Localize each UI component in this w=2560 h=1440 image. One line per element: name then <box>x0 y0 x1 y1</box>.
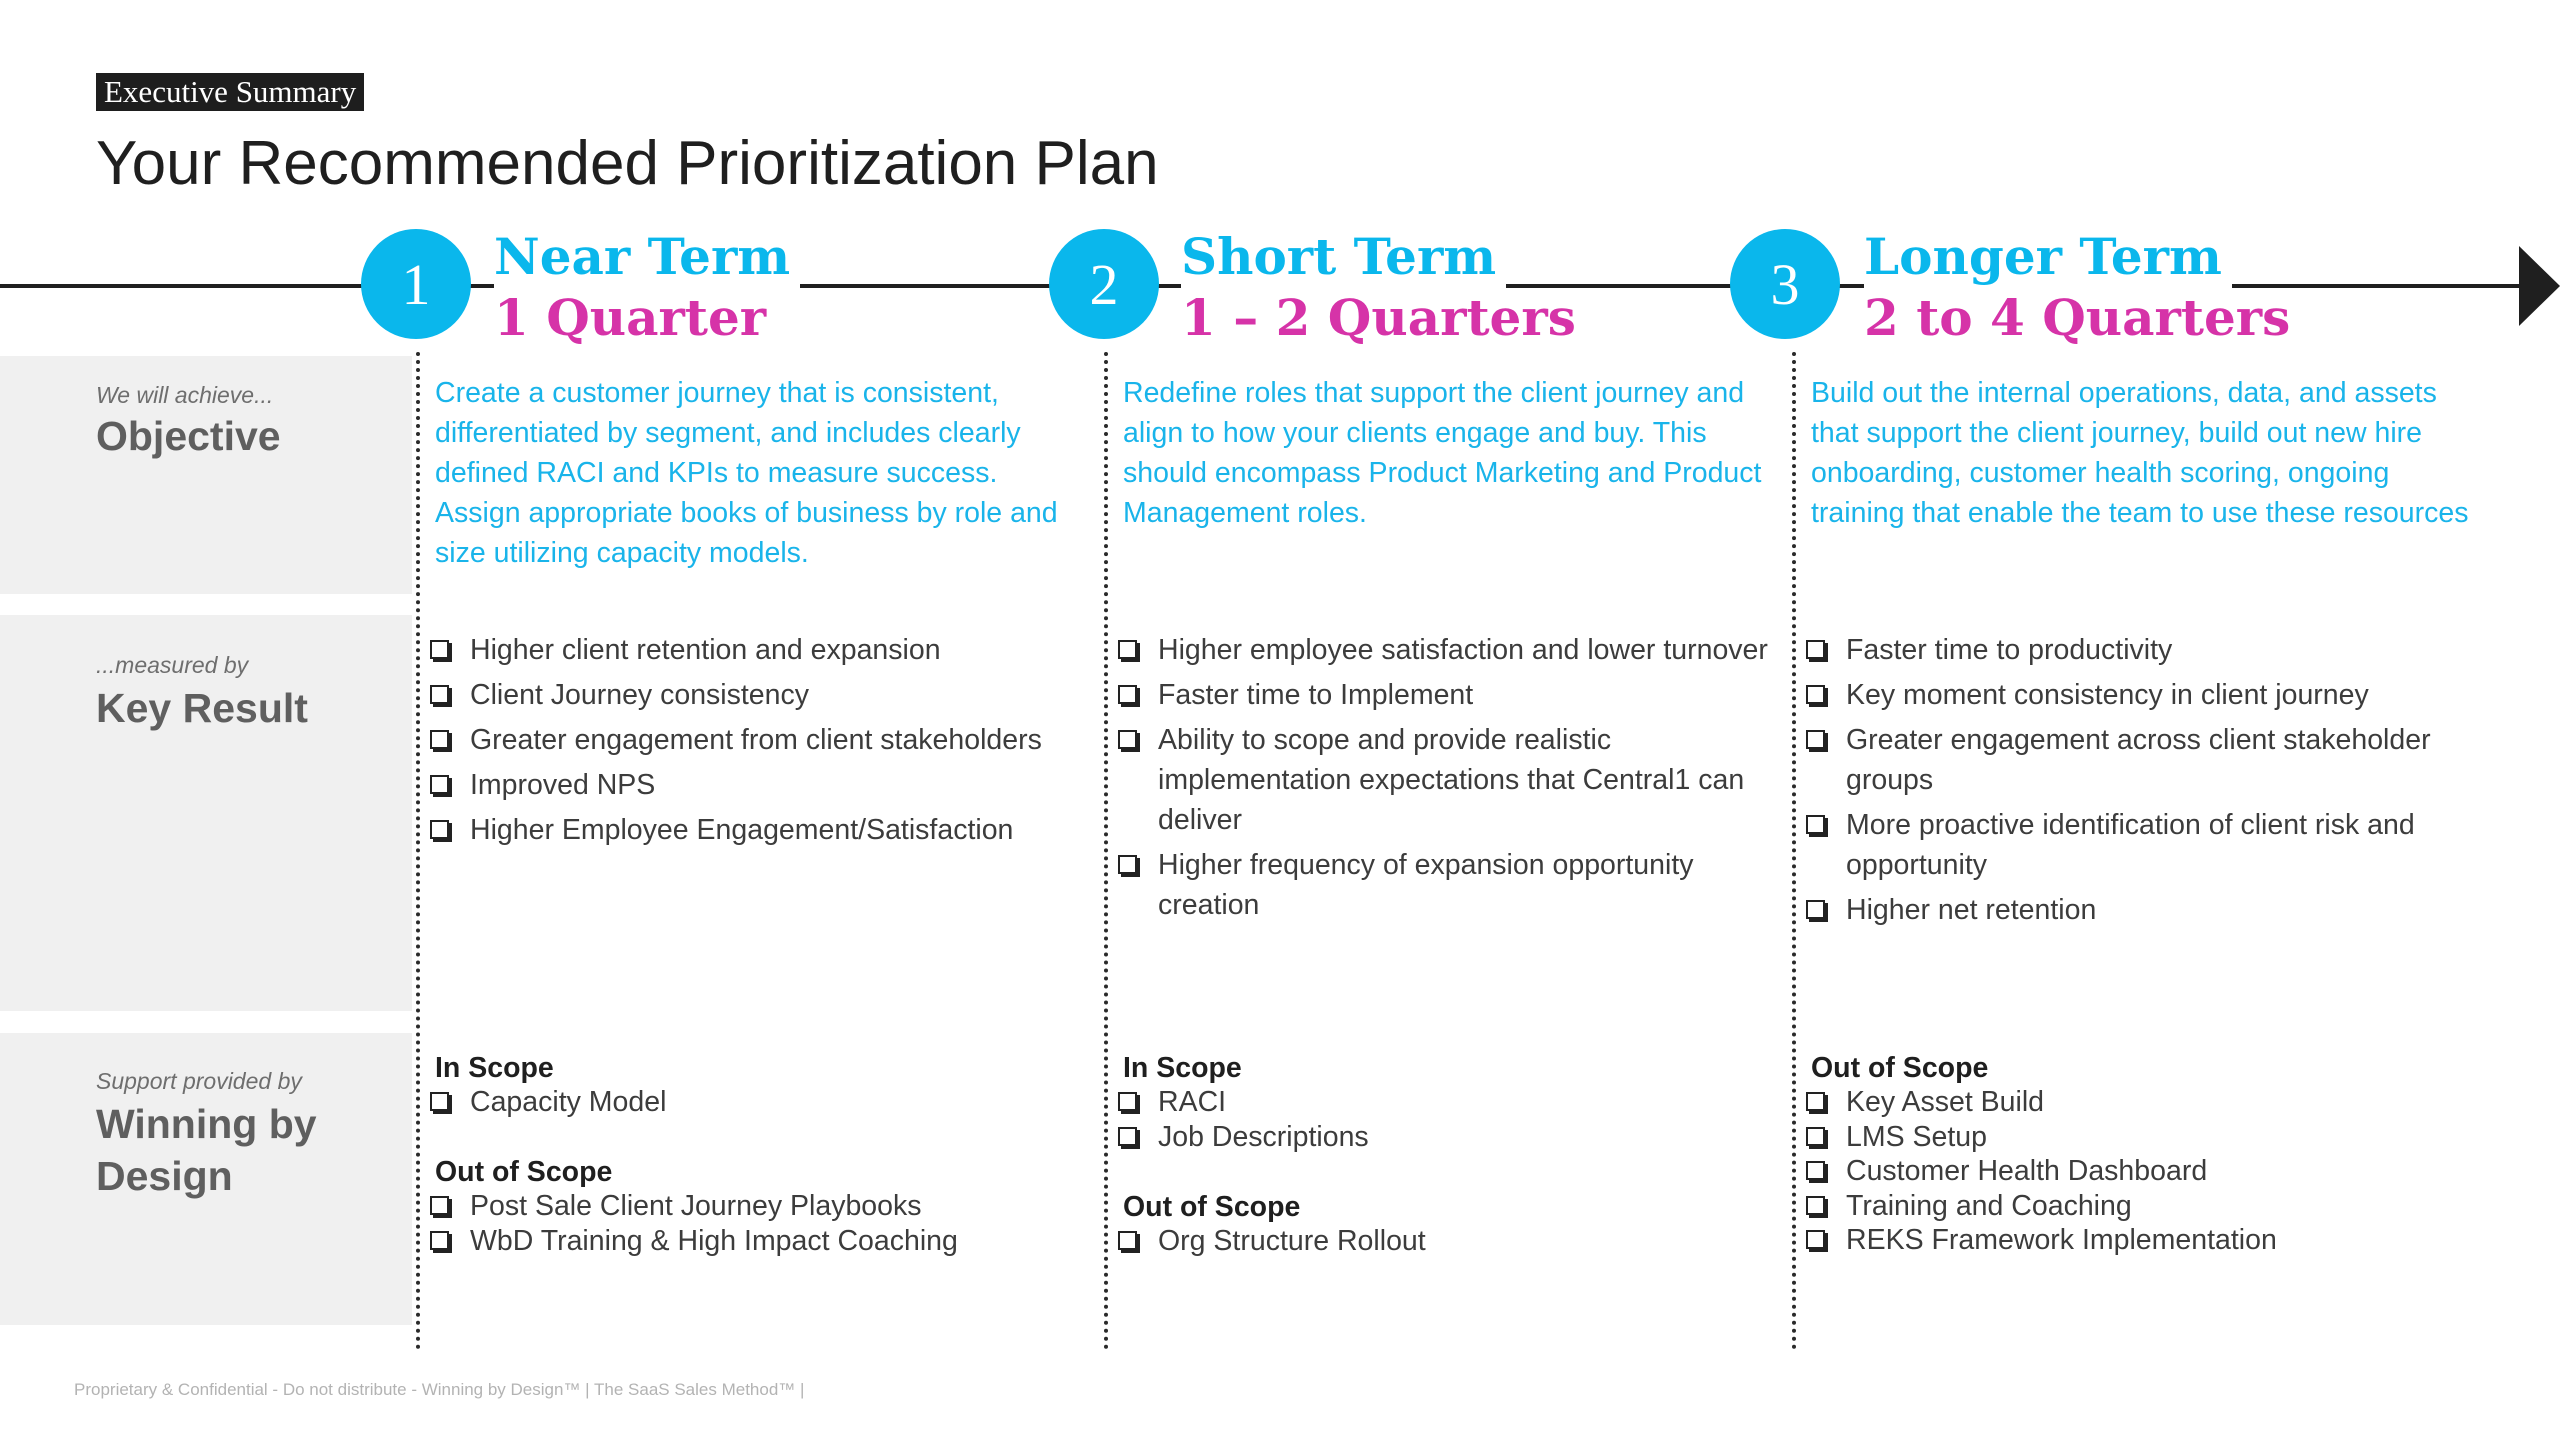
scope-heading: In Scope <box>1123 1052 1242 1084</box>
checkbox-icon <box>1118 1231 1137 1250</box>
checkbox-icon <box>1806 1092 1825 1111</box>
row-kicker-objective: We will achieve... <box>96 382 274 408</box>
footer-text: Proprietary & Confidential - Do not distribute - Winning by Design™ | The SaaS Sales Method™ | <box>74 1380 805 1399</box>
scope-item: RACI <box>1116 1085 1766 1120</box>
checkbox-icon <box>1806 815 1825 834</box>
checkbox-icon <box>430 1196 449 1215</box>
row-label-key-result: Key Result <box>96 685 308 731</box>
row-kicker-support: Support provided by <box>96 1068 302 1094</box>
checkbox-icon <box>430 640 449 659</box>
key-result-item: Greater engagement across client stakeholder groups <box>1804 720 2464 800</box>
timeline-arrow-icon <box>2519 246 2560 326</box>
scope-list <box>1804 1085 2464 1258</box>
scope-item: Training and Coaching <box>1804 1189 2464 1224</box>
checkbox-icon <box>1806 730 1825 749</box>
checkbox-icon <box>430 820 449 839</box>
phase-title: Short Term <box>1181 224 1506 290</box>
checkbox-icon <box>1806 1230 1825 1249</box>
key-result-list <box>1804 630 2464 935</box>
scope-item: Job Descriptions <box>1116 1120 1766 1155</box>
checkbox-icon <box>430 685 449 704</box>
checkbox-icon <box>1118 1127 1137 1146</box>
checkbox-icon <box>1806 1161 1825 1180</box>
scope-heading: Out of Scope <box>435 1156 613 1188</box>
scope-list <box>428 1085 1078 1120</box>
column-divider-1 <box>416 352 420 1350</box>
key-result-item: Higher Employee Engagement/Satisfaction <box>428 810 1078 850</box>
checkbox-icon <box>1118 640 1137 659</box>
checkbox-icon <box>430 775 449 794</box>
key-result-item: Faster time to productivity <box>1804 630 2464 670</box>
key-result-list <box>428 630 1078 855</box>
row-label-support: Winning by Design <box>96 1101 317 1199</box>
scope-list <box>1116 1085 1766 1154</box>
checkbox-icon <box>1118 1092 1137 1111</box>
row-label-objective: Objective <box>96 413 281 459</box>
scope-item: Capacity Model <box>428 1085 1078 1120</box>
key-result-item: Higher net retention <box>1804 890 2464 930</box>
checkbox-icon <box>430 730 449 749</box>
checkbox-icon <box>1806 1127 1825 1146</box>
phase-objective: Build out the internal operations, data, and assets that support the client journey, build out new hire onboarding, customer health scoring, ongoing training that enable the team to use these resources <box>1811 377 2469 529</box>
scope-item: LMS Setup <box>1804 1120 2464 1155</box>
key-result-item: Greater engagement from client stakeholders <box>428 720 1078 760</box>
phase-duration: 2 to 4 Quarters <box>1864 288 2291 347</box>
checkbox-icon <box>430 1092 449 1111</box>
scope-heading: Out of Scope <box>1811 1052 1989 1084</box>
checkbox-icon <box>430 1231 449 1250</box>
scope-list <box>428 1189 1078 1258</box>
phase-objective: Create a customer journey that is consistent, differentiated by segment, and includes clearly defined RACI and KPIs to measure success. Assign appropriate books of business by role and size utilizing capacity models. <box>435 377 1058 569</box>
row-kicker-key-result: ...measured by <box>96 652 249 678</box>
phase-number-badge: 1 <box>361 229 471 339</box>
phase-number-badge: 2 <box>1049 229 1159 339</box>
scope-heading: In Scope <box>435 1052 554 1084</box>
checkbox-icon <box>1118 685 1137 704</box>
key-result-item: Higher client retention and expansion <box>428 630 1078 670</box>
phase-duration: 1 Quarter <box>494 288 767 347</box>
checkbox-icon <box>1806 1196 1825 1215</box>
key-result-item: Client Journey consistency <box>428 675 1078 715</box>
scope-list <box>1116 1224 1766 1259</box>
scope-item: Customer Health Dashboard <box>1804 1154 2464 1189</box>
checkbox-icon <box>1806 900 1825 919</box>
key-result-item: Higher frequency of expansion opportunity creation <box>1116 845 1776 925</box>
scope-item: Post Sale Client Journey Playbooks <box>428 1189 1078 1224</box>
scope-item: Key Asset Build <box>1804 1085 2464 1120</box>
scope-item: WbD Training & High Impact Coaching <box>428 1224 1078 1259</box>
phase-number-badge: 3 <box>1730 229 1840 339</box>
phase-title: Longer Term <box>1864 224 2232 290</box>
section-tag: Executive Summary <box>96 73 364 111</box>
checkbox-icon <box>1118 855 1137 874</box>
key-result-item: Improved NPS <box>428 765 1078 805</box>
key-result-item: More proactive identification of client risk and opportunity <box>1804 805 2464 885</box>
phase-duration: 1 – 2 Quarters <box>1181 288 1576 347</box>
key-result-item: Ability to scope and provide realistic implementation expectations that Central1 can deliver <box>1116 720 1776 840</box>
key-result-item: Higher employee satisfaction and lower turnover <box>1116 630 1776 670</box>
scope-heading: Out of Scope <box>1123 1191 1301 1223</box>
checkbox-icon <box>1118 730 1137 749</box>
checkbox-icon <box>1806 640 1825 659</box>
checkbox-icon <box>1806 685 1825 704</box>
key-result-list <box>1116 630 1776 930</box>
page-title: Your Recommended Prioritization Plan <box>96 129 1159 198</box>
scope-item: Org Structure Rollout <box>1116 1224 1766 1259</box>
scope-item: REKS Framework Implementation <box>1804 1223 2464 1258</box>
key-result-item: Key moment consistency in client journey <box>1804 675 2464 715</box>
column-divider-3 <box>1792 352 1796 1350</box>
phase-title: Near Term <box>494 224 800 290</box>
column-divider-2 <box>1104 352 1108 1350</box>
phase-objective: Redefine roles that support the client journey and align to how your clients engage and buy. This should encompass Product Marketing and Product Management roles. <box>1123 377 1762 529</box>
key-result-item: Faster time to Implement <box>1116 675 1776 715</box>
